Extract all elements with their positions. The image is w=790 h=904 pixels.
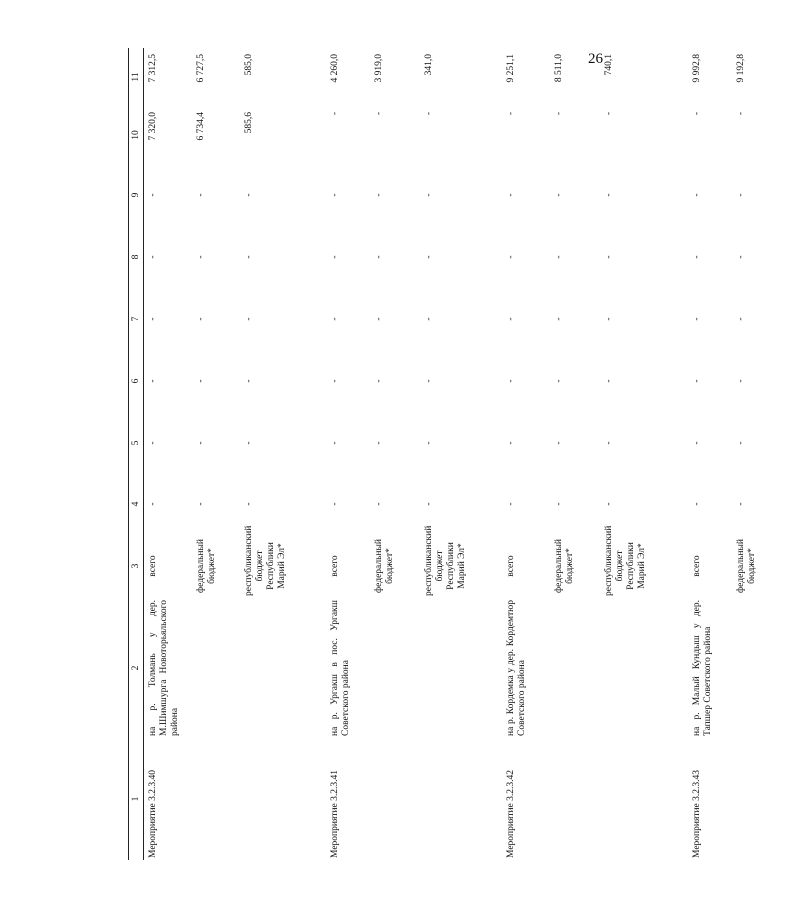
page-number: 26 <box>588 51 603 67</box>
location-cell <box>550 598 600 738</box>
funding-source-cell: федеральный бюджет* <box>736 539 757 593</box>
value-cell: - <box>604 193 614 197</box>
value-cell: - <box>736 112 746 116</box>
value-cell: 9 192,8 <box>736 54 746 83</box>
value-cell: - <box>374 502 384 506</box>
table-row <box>420 48 502 860</box>
value-cell: 6 727,5 <box>196 54 206 83</box>
value-cell: - <box>196 193 206 197</box>
value-cell: - <box>148 317 158 321</box>
value-cell: - <box>506 193 516 197</box>
funding-source-cell: всего <box>330 555 340 577</box>
location-cell <box>240 598 326 738</box>
header-col-7: 7 <box>129 288 144 350</box>
funding-source-cell: республиканский бюджет Республики Марий Эл* <box>424 525 467 596</box>
table-body <box>144 48 790 860</box>
value-cell: - <box>692 502 702 506</box>
header-col-1: 1 <box>129 738 144 860</box>
table-row <box>502 48 550 860</box>
value-cell: 8 511,0 <box>554 54 564 83</box>
header-col-11: 11 <box>129 48 144 106</box>
value-cell: - <box>330 255 340 259</box>
location-cell <box>192 598 240 738</box>
value-cell: - <box>330 193 340 197</box>
value-cell: - <box>244 255 254 259</box>
value-cell: - <box>506 255 516 259</box>
value-cell: - <box>604 502 614 506</box>
header-col-2: 2 <box>129 598 144 738</box>
value-cell: - <box>330 112 340 116</box>
value-cell: 6 734,4 <box>196 112 206 141</box>
value-cell: - <box>424 255 434 259</box>
table-row <box>192 48 240 860</box>
budget-table-frame <box>128 48 757 860</box>
value-cell: - <box>604 379 614 383</box>
measure-cell <box>732 738 790 860</box>
header-col-3: 3 <box>129 534 144 598</box>
funding-source-cell: федеральный бюджет* <box>554 539 575 593</box>
funding-source-cell: всего <box>148 555 158 577</box>
value-cell: - <box>196 502 206 506</box>
measure-cell <box>600 738 688 860</box>
value-cell: - <box>330 441 340 445</box>
value-cell: - <box>424 193 434 197</box>
value-cell: 585,6 <box>244 112 254 134</box>
value-cell: - <box>554 112 564 116</box>
value-cell: - <box>736 441 746 445</box>
funding-source-cell: республиканский бюджет Республики Марий Эл* <box>244 525 287 596</box>
value-cell: - <box>374 379 384 383</box>
funding-source-cell: республиканский бюджет Республики Марий Эл* <box>604 525 647 596</box>
value-cell: - <box>506 441 516 445</box>
value-cell: - <box>604 317 614 321</box>
location-cell <box>600 598 688 738</box>
measure-cell <box>192 738 240 860</box>
value-cell: - <box>554 193 564 197</box>
budget-table <box>128 48 790 860</box>
value-cell: - <box>692 112 702 116</box>
value-cell: - <box>692 317 702 321</box>
value-cell: - <box>244 379 254 383</box>
value-cell: - <box>196 379 206 383</box>
value-cell: - <box>554 379 564 383</box>
measure-cell: Мероприятие 3.2.3.40 <box>148 769 158 858</box>
header-col-9: 9 <box>129 164 144 226</box>
table-row <box>370 48 420 860</box>
value-cell: - <box>424 379 434 383</box>
value-cell: - <box>374 317 384 321</box>
value-cell: 585,0 <box>244 54 254 76</box>
location-cell <box>420 598 502 738</box>
value-cell: - <box>736 255 746 259</box>
value-cell: 7 320,0 <box>148 112 158 141</box>
location-cell: на р. Ургакш в пос. Ургакш Советского района <box>330 600 351 736</box>
value-cell: - <box>506 112 516 116</box>
table-row <box>240 48 326 860</box>
value-cell: - <box>604 441 614 445</box>
measure-cell: Мероприятие 3.2.3.41 <box>330 769 340 858</box>
header-col-4: 4 <box>129 474 144 534</box>
value-cell: - <box>506 379 516 383</box>
value-cell: - <box>554 255 564 259</box>
value-cell: - <box>244 502 254 506</box>
value-cell: 9 992,8 <box>692 54 702 83</box>
value-cell: - <box>506 502 516 506</box>
value-cell: 740,1 <box>604 54 614 76</box>
location-cell: на р. Толмань у дер. М.Шимшурга Новоторьяльского района <box>148 600 180 736</box>
value-cell: - <box>148 441 158 445</box>
value-cell: - <box>148 379 158 383</box>
value-cell: - <box>330 317 340 321</box>
value-cell: - <box>374 441 384 445</box>
location-cell: на р. Малый Кундыш у дер. Тапшер Советского района <box>692 600 713 736</box>
value-cell: - <box>196 317 206 321</box>
value-cell: - <box>196 255 206 259</box>
value-cell: - <box>692 255 702 259</box>
value-cell: - <box>330 379 340 383</box>
value-cell: 3 919,0 <box>374 54 384 83</box>
table-row <box>326 48 370 860</box>
value-cell: - <box>604 112 614 116</box>
table-row <box>550 48 600 860</box>
measure-cell <box>550 738 600 860</box>
location-cell <box>370 598 420 738</box>
funding-source-cell: федеральный бюджет* <box>196 539 217 593</box>
value-cell: - <box>148 255 158 259</box>
value-cell: 7 312,5 <box>148 54 158 83</box>
value-cell: - <box>554 502 564 506</box>
measure-cell <box>240 738 326 860</box>
value-cell: - <box>424 502 434 506</box>
value-cell: - <box>424 317 434 321</box>
value-cell: 341,0 <box>424 54 434 76</box>
value-cell: - <box>692 441 702 445</box>
funding-source-cell: всего <box>506 555 516 577</box>
value-cell: - <box>374 193 384 197</box>
value-cell: - <box>692 193 702 197</box>
table-row <box>732 48 790 860</box>
value-cell: - <box>424 441 434 445</box>
value-cell: 9 251,1 <box>506 54 516 83</box>
table-row <box>688 48 732 860</box>
measure-cell: Мероприятие 3.2.3.43 <box>692 769 702 858</box>
measure-cell <box>420 738 502 860</box>
value-cell: - <box>148 502 158 506</box>
location-cell: на р. Кордемка у дер. Кордемтюр Советского района <box>506 600 527 736</box>
value-cell: - <box>424 112 434 116</box>
value-cell: - <box>736 502 746 506</box>
funding-source-cell: всего <box>692 555 702 577</box>
header-col-6: 6 <box>129 350 144 412</box>
header-col-5: 5 <box>129 412 144 474</box>
value-cell: - <box>554 317 564 321</box>
table-row <box>144 48 193 860</box>
value-cell: - <box>148 193 158 197</box>
value-cell: - <box>736 193 746 197</box>
header-col-8: 8 <box>129 226 144 288</box>
measure-cell <box>370 738 420 860</box>
measure-cell: Мероприятие 3.2.3.42 <box>506 769 516 858</box>
table-header-row <box>129 48 144 860</box>
value-cell: - <box>604 255 614 259</box>
header-col-10: 10 <box>129 106 144 164</box>
value-cell: - <box>244 317 254 321</box>
value-cell: - <box>692 379 702 383</box>
value-cell: - <box>506 317 516 321</box>
value-cell: - <box>736 379 746 383</box>
value-cell: - <box>374 112 384 116</box>
table-row <box>600 48 688 860</box>
value-cell: - <box>374 255 384 259</box>
funding-source-cell: федеральный бюджет* <box>374 539 395 593</box>
value-cell: 4 260,0 <box>330 54 340 83</box>
value-cell: - <box>244 441 254 445</box>
location-cell <box>732 598 790 738</box>
value-cell: - <box>554 441 564 445</box>
value-cell: - <box>736 317 746 321</box>
value-cell: - <box>330 502 340 506</box>
value-cell: - <box>196 441 206 445</box>
value-cell: - <box>244 193 254 197</box>
